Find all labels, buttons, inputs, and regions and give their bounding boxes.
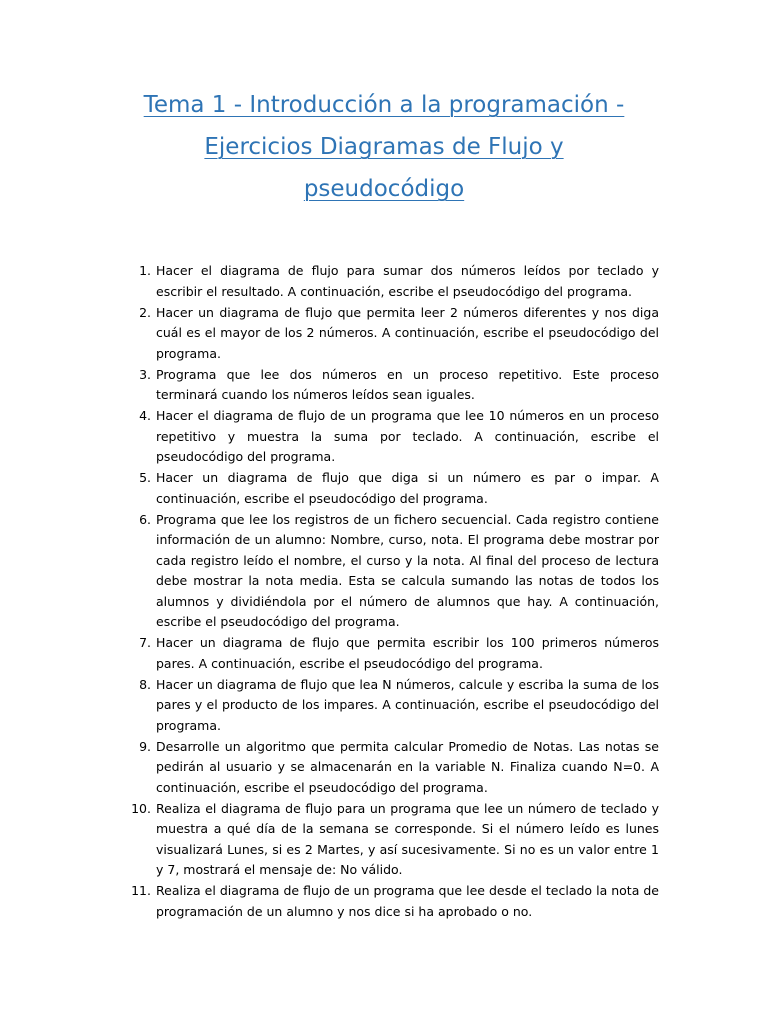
exercise-number: 3. [139, 366, 151, 382]
exercise-text: Desarrolle un algoritmo que permita calcular Promedio de Notas. Las notas se pedirán al usuario y se almacenarán en la variable N. Finaliza cuando N=0. A continuación, escribe el pseudocódigo del programa. [156, 738, 659, 795]
title-text-1: Tema 1 - Introducción a la programación - [143, 92, 625, 118]
exercise-item-9 [0, 737, 768, 799]
exercise-text: Hacer un diagrama de flujo que permita escribir los 100 primeros números pares. A continuación, escribe el pseudocódigo del programa. [156, 635, 659, 671]
exercise-text: Hacer el diagrama de flujo para sumar dos números leídos por teclado y escribir el resultado. A continuación, escribe el pseudocódigo del programa. [156, 263, 659, 299]
title-line-2 [92, 126, 676, 168]
title-line-3 [92, 168, 676, 210]
exercise-item-1 [0, 261, 768, 302]
exercise-number: 11. [131, 883, 151, 898]
exercise-item-3 [0, 365, 768, 406]
exercise-list [0, 261, 768, 923]
exercise-item-5 [0, 468, 768, 509]
exercise-item-7 [0, 633, 768, 674]
exercise-number: 8. [139, 676, 151, 692]
exercise-number: 9. [139, 738, 151, 754]
exercise-item-8 [0, 675, 768, 737]
exercise-item-6 [0, 510, 768, 633]
exercise-text: Programa que lee dos números en un proceso repetitivo. Este proceso terminará cuando los números leídos sean iguales. [156, 366, 659, 402]
exercise-item-10 [0, 799, 768, 881]
exercise-item-2 [0, 303, 768, 365]
exercise-number: 2. [139, 304, 151, 320]
exercise-item-4 [0, 406, 768, 468]
title-text-2: Ejercicios Diagramas de Flujo y [204, 134, 564, 160]
exercise-number: 7. [139, 635, 151, 650]
exercise-text: Programa que lee los registros de un fichero secuencial. Cada registro contiene información de un alumno: Nombre, curso, nota. El programa debe mostrar por cada registro leído el nombre, el curso y la nota. Al final del proceso de lectura debe mostrar la nota media. Esta se calcula sumando las notas de todos los alumnos y dividiéndola por el número de alumnos que hay. A continuación, escribe el pseudocódigo del programa. [156, 511, 659, 629]
exercise-number: 4. [139, 408, 151, 423]
exercise-text: Hacer un diagrama de flujo que permita leer 2 números diferentes y nos diga cuál es el mayor de los 2 números. A continuación, escribe el pseudocódigo del programa. [156, 304, 659, 361]
exercise-text: Hacer un diagrama de flujo que lea N números, calcule y escriba la suma de los pares y el producto de los impares. A continuación, escribe el pseudocódigo del programa. [156, 676, 659, 733]
exercise-text: Realiza el diagrama de flujo para un programa que lee un número de teclado y muestra a qué día de la semana se corresponde. Si el número leído es lunes visualizará Lunes, si es 2 Martes, y así sucesivamente. Si no es un valor entre 1 y 7, mostrará el mensaje de: No válido. [156, 800, 659, 877]
exercise-number: 1. [139, 263, 151, 278]
exercise-item-11 [0, 881, 768, 922]
exercise-number: 10. [131, 800, 151, 816]
exercise-text: Hacer un diagrama de flujo que diga si un número es par o impar. A continuación, escribe el pseudocódigo del programa. [156, 470, 659, 506]
title-text-3: pseudocódigo [303, 176, 465, 202]
exercise-text: Hacer el diagrama de flujo de un programa que lee 10 números en un proceso repetitivo y muestra la suma por teclado. A continuación, escribe el pseudocódigo del programa. [156, 408, 659, 464]
exercise-number: 5. [139, 470, 151, 485]
title-line-1 [92, 84, 676, 126]
exercise-text: Realiza el diagrama de flujo de un programa que lee desde el teclado la nota de programación de un alumno y nos dice si ha aprobado o no. [156, 883, 659, 919]
document-title [92, 84, 676, 210]
exercise-number: 6. [139, 511, 151, 527]
